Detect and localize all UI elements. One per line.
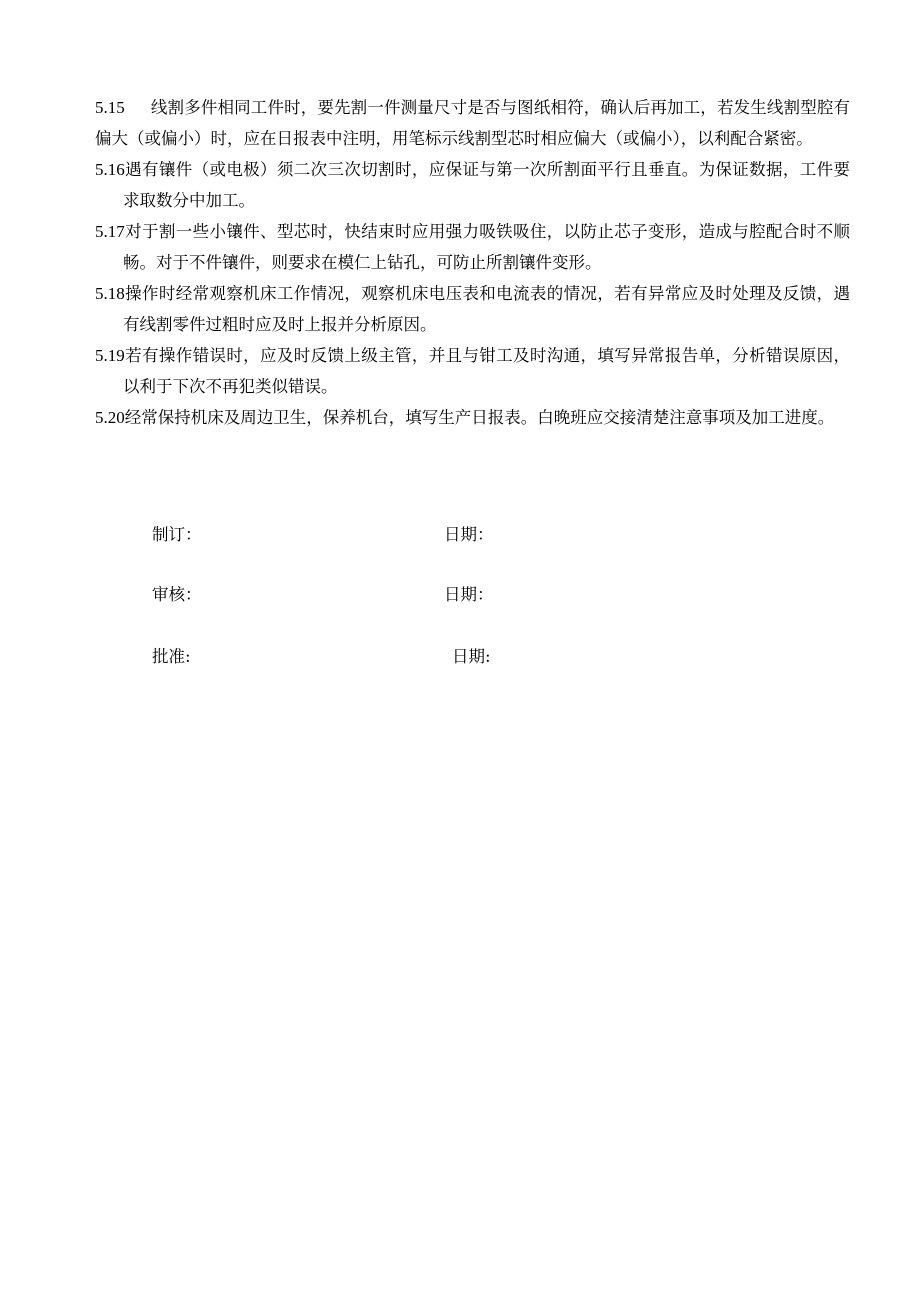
item-text: 对于割一些小镶件、型芯时，快结束时应用强力吸铁吸住，以防止芯子变形，造成与腔配合时不顺畅。对于不件镶件，则要求在模仁上钻孔，可防止所割镶件变形。 — [123, 222, 850, 272]
approved-by-label: 批准: — [152, 647, 191, 666]
prepared-date-label: 日期： — [444, 525, 494, 544]
list-item — [95, 216, 850, 278]
item-text: 线割多件相同工件时，要先割一件测量尺寸是否与图纸相符，确认后再加工，若发生线割型腔有偏大（或偏小）时，应在日报表中注明，用笔标示线割型芯时相应偏大（或偏小），以利配合紧密。 — [95, 98, 850, 148]
list-item — [95, 340, 850, 402]
item-text: 若有操作错误时，应及时反馈上级主管，并且与钳工及时沟通，填写异常报告单，分析错误原因，以利于下次不再犯类似错误。 — [123, 346, 850, 396]
item-text: 遇有镶件（或电极）须二次三次切割时，应保证与第一次所割面平行且垂直。为保证数据，工件要求取数分中加工。 — [123, 160, 850, 210]
item-text: 经常保持机床及周边卫生，保养机台，填写生产日报表。白晚班应交接清楚注意事项及加工进度。 — [124, 408, 835, 427]
list-item — [95, 402, 850, 433]
item-number: 5.15 — [95, 98, 125, 117]
approved-date-label: 日期: — [452, 647, 491, 666]
list-item — [95, 154, 850, 216]
list-item — [95, 92, 850, 154]
procedure-list — [95, 92, 850, 433]
reviewed-by-label: 审核： — [152, 585, 202, 604]
list-item — [95, 278, 850, 340]
item-text: 操作时经常观察机床工作情况，观察机床电压表和电流表的情况，若有异常应及时处理及反馈，遇有线割零件过粗时应及时上报并分析原因。 — [123, 284, 850, 334]
item-number: 5.16 — [95, 160, 125, 179]
item-number: 5.20 — [95, 408, 125, 427]
prepared-by-label: 制订： — [152, 525, 202, 544]
reviewed-date-label: 日期： — [444, 585, 494, 604]
item-number: 5.19 — [95, 346, 125, 365]
item-number: 5.17 — [95, 222, 125, 241]
item-number: 5.18 — [95, 284, 125, 303]
